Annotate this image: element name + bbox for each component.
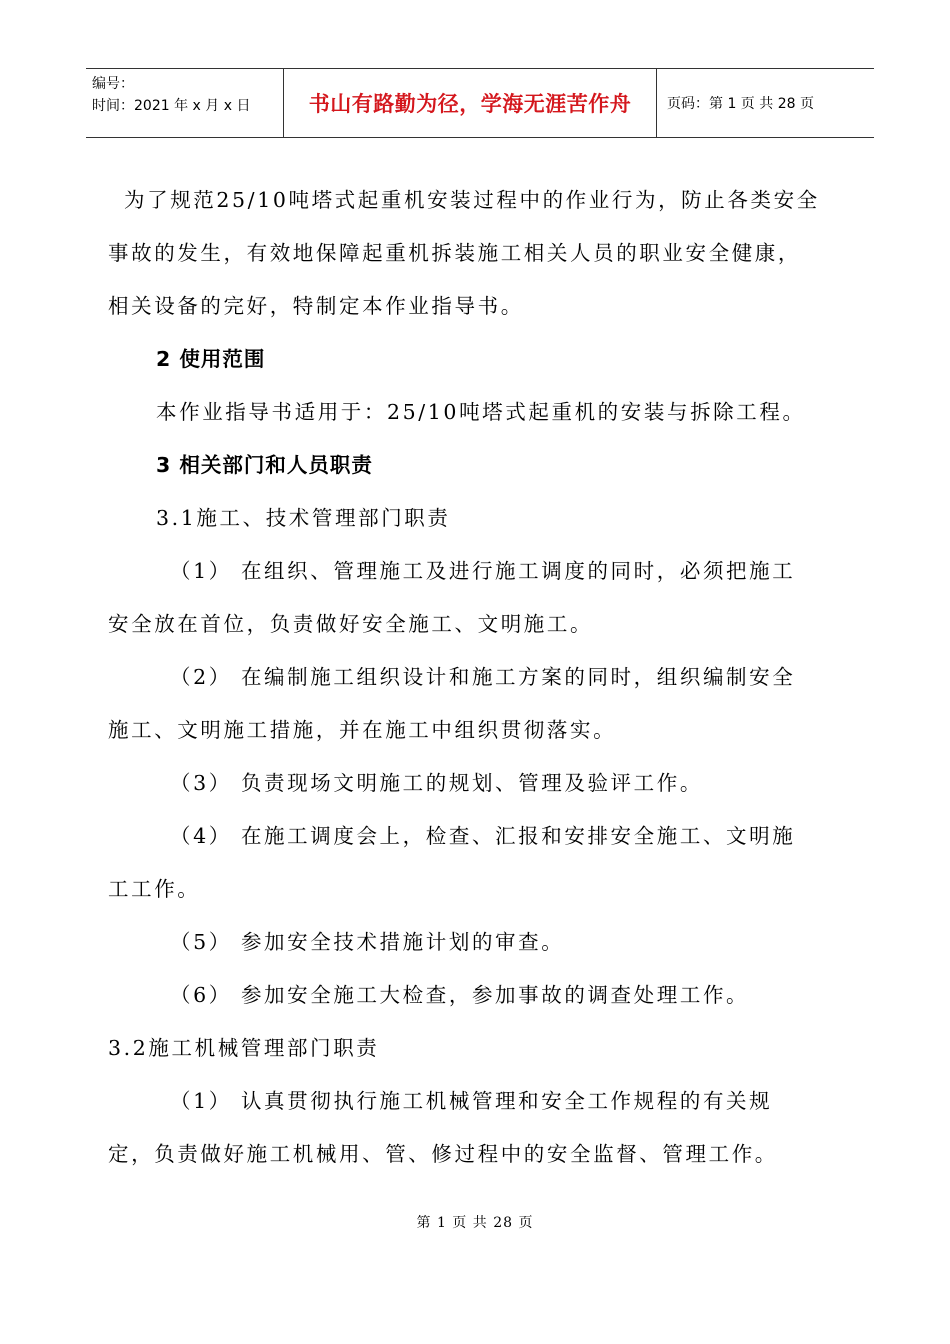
s31-item-5: （5） 参加安全技术措施计划的审查。 <box>170 930 565 954</box>
header-meta <box>86 69 284 137</box>
s31-item-2-line-2: 施工、文明施工措施，并在施工中组织贯彻落实。 <box>108 718 617 742</box>
header-page-info: 页码：第 1 页 共 28 页 <box>667 96 814 112</box>
time-label: 时间：2021 年 x 月 x 日 <box>92 98 251 114</box>
section-3-2-title: 3.2施工机械管理部门职责 <box>108 1036 380 1060</box>
s31-item-4-line-2: 工工作。 <box>108 877 201 901</box>
s32-item-1-line-2: 定，负责做好施工机械用、管、修过程中的安全监督、管理工作。 <box>108 1142 778 1166</box>
number-label: 编号： <box>92 76 134 92</box>
header-motto: 书山有路勤为径，学海无涯苦作舟 <box>284 69 657 137</box>
intro-line-2: 事故的发生，有效地保障起重机拆装施工相关人员的职业安全健康， <box>108 241 801 265</box>
section-2-title: 2 使用范围 <box>156 347 266 371</box>
section-2-text: 本作业指导书适用于：25/10吨塔式起重机的安装与拆除工程。 <box>156 400 806 424</box>
s31-item-1-line-1: （1） 在组织、管理施工及进行施工调度的同时，必须把施工 <box>170 559 796 583</box>
intro-line-3: 相关设备的完好，特制定本作业指导书。 <box>108 294 524 318</box>
s31-item-3: （3） 负责现场文明施工的规划、管理及验评工作。 <box>170 771 703 795</box>
document-header <box>86 68 874 138</box>
s31-item-2-line-1: （2） 在编制施工组织设计和施工方案的同时，组织编制安全 <box>170 665 796 689</box>
s31-item-4-line-1: （4） 在施工调度会上，检查、汇报和安排安全施工、文明施 <box>170 824 796 848</box>
s31-item-1-line-2: 安全放在首位，负责做好安全施工、文明施工。 <box>108 612 594 636</box>
s32-item-1-line-1: （1） 认真贯彻执行施工机械管理和安全工作规程的有关规 <box>170 1089 773 1113</box>
section-3-title: 3 相关部门和人员职责 <box>156 453 373 477</box>
s31-item-6: （6） 参加安全施工大检查，参加事故的调查处理工作。 <box>170 983 750 1007</box>
section-3-1-title: 3.1施工、技术管理部门职责 <box>156 506 451 530</box>
page-footer: 第 1 页 共 28 页 <box>416 1215 534 1231</box>
intro-line-1: 为了规范25/10吨塔式起重机安装过程中的作业行为，防止各类安全 <box>124 188 820 212</box>
